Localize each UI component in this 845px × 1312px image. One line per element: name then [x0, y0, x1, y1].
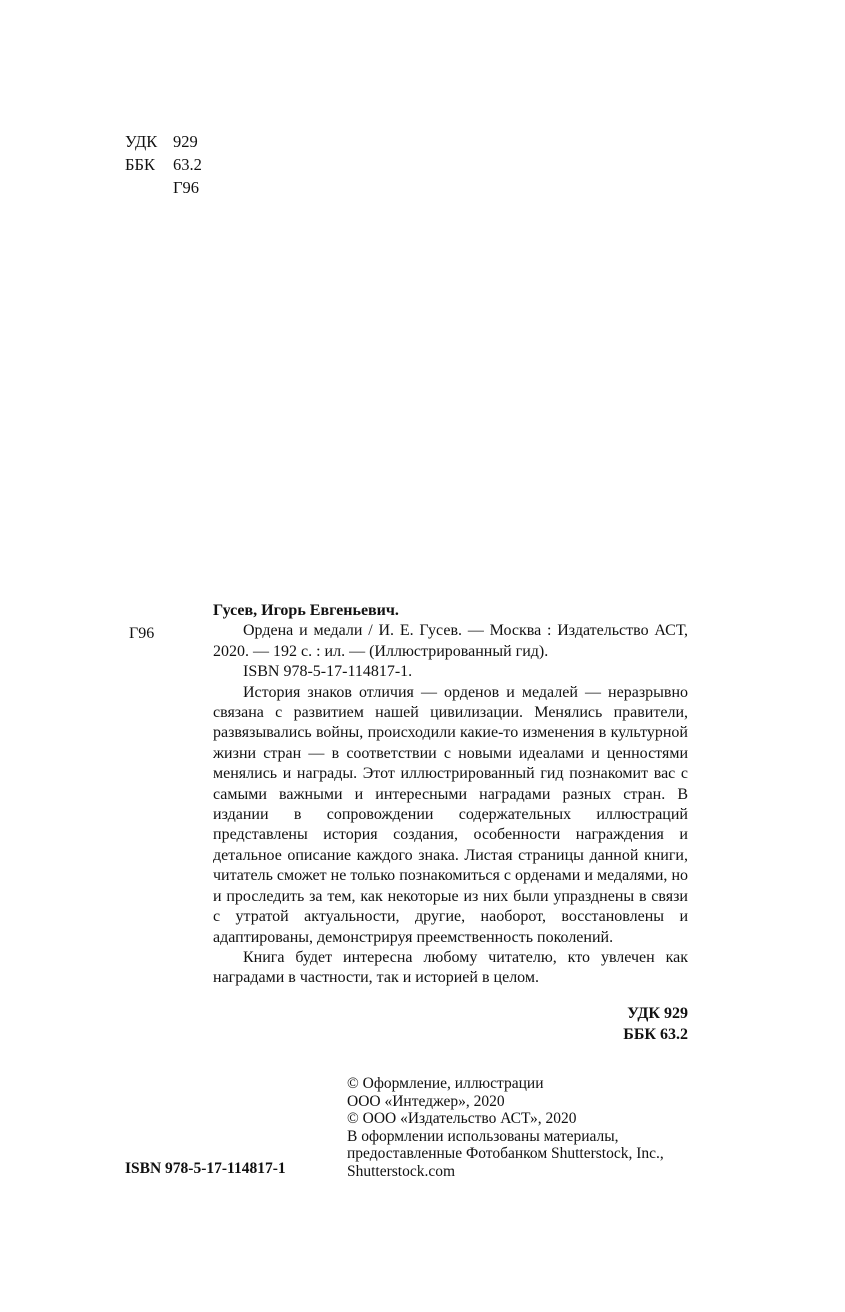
author-sign-value: Г96: [173, 178, 200, 197]
udk-label: УДК: [125, 132, 158, 151]
bbk-value: 63.2: [173, 155, 202, 174]
classification-codes-bottom: [213, 1003, 688, 1045]
author-heading: Гусев, Игорь Евгеньевич.: [213, 602, 399, 619]
copyright-line: © Оформление, иллюстрации: [347, 1075, 544, 1092]
copyright-line: Shutterstock.com: [347, 1162, 456, 1180]
isbn-bottom: ISBN 978-5-17-114817-1: [125, 1160, 286, 1177]
bibliographic-description: [213, 601, 688, 989]
annotation-paragraph-2: Книга будет интересна любому читателю, кто увлечен как наградами в частности, так и историей в целом.: [213, 948, 688, 987]
copyright-line: предоставленные Фотобанком Shutterstock, Inc.,: [347, 1145, 664, 1163]
isbn-line: ISBN 978-5-17-114817-1.: [243, 663, 413, 681]
udk-code-row: [125, 130, 202, 153]
annotation-paragraph: История знаков отличия — орденов и медалей — неразрывно связана с развитием нашей цивилизации. Менялись правители, развязывались войны, происходили какие-то изменения в культурной жизни стран — в соответствии с новыми идеалами и ценностями менялись и награды. Этот иллюстрированный гид познакомит вас с самыми важными и интересными наградами разных стран. В издании в сопровождении содержательных иллюстраций представлены история создания, особенности награждения и детальное описание каждого знака. Листая страницы данной книги, читатель сможет не только познакомиться с орденами и медалями, но и проследить за тем, как некоторые из них были упразднены в связи с утратой актуальности, другие, наоборот, восстановлены и адаптированы, демонстрируя преемственность поколений.: [213, 683, 688, 946]
bbk-label: ББК: [125, 155, 155, 174]
udk-bottom: УДК 929: [627, 1005, 688, 1022]
bbk-code-row: [125, 153, 202, 176]
bbk-bottom: ББК 63.2: [623, 1026, 688, 1043]
title-line: Ордена и медали / И. Е. Гусев. — Москва : Издательство АСТ, 2020. — 192 с. : ил. — (Иллюстрированный гид).: [213, 622, 688, 660]
copyright-line: © ООО «Издательство АСТ», 2020: [347, 1110, 577, 1128]
copyright-block: [347, 1075, 692, 1181]
author-sign-label: [125, 176, 173, 199]
udk-value: 929: [173, 132, 198, 151]
classification-codes: [125, 130, 202, 199]
copyright-line: В оформлении использованы материалы,: [347, 1127, 619, 1145]
author-mark: Г96: [129, 625, 155, 642]
author-sign-row: [125, 176, 202, 199]
copyright-line: ООО «Интеджер», 2020: [347, 1092, 505, 1110]
